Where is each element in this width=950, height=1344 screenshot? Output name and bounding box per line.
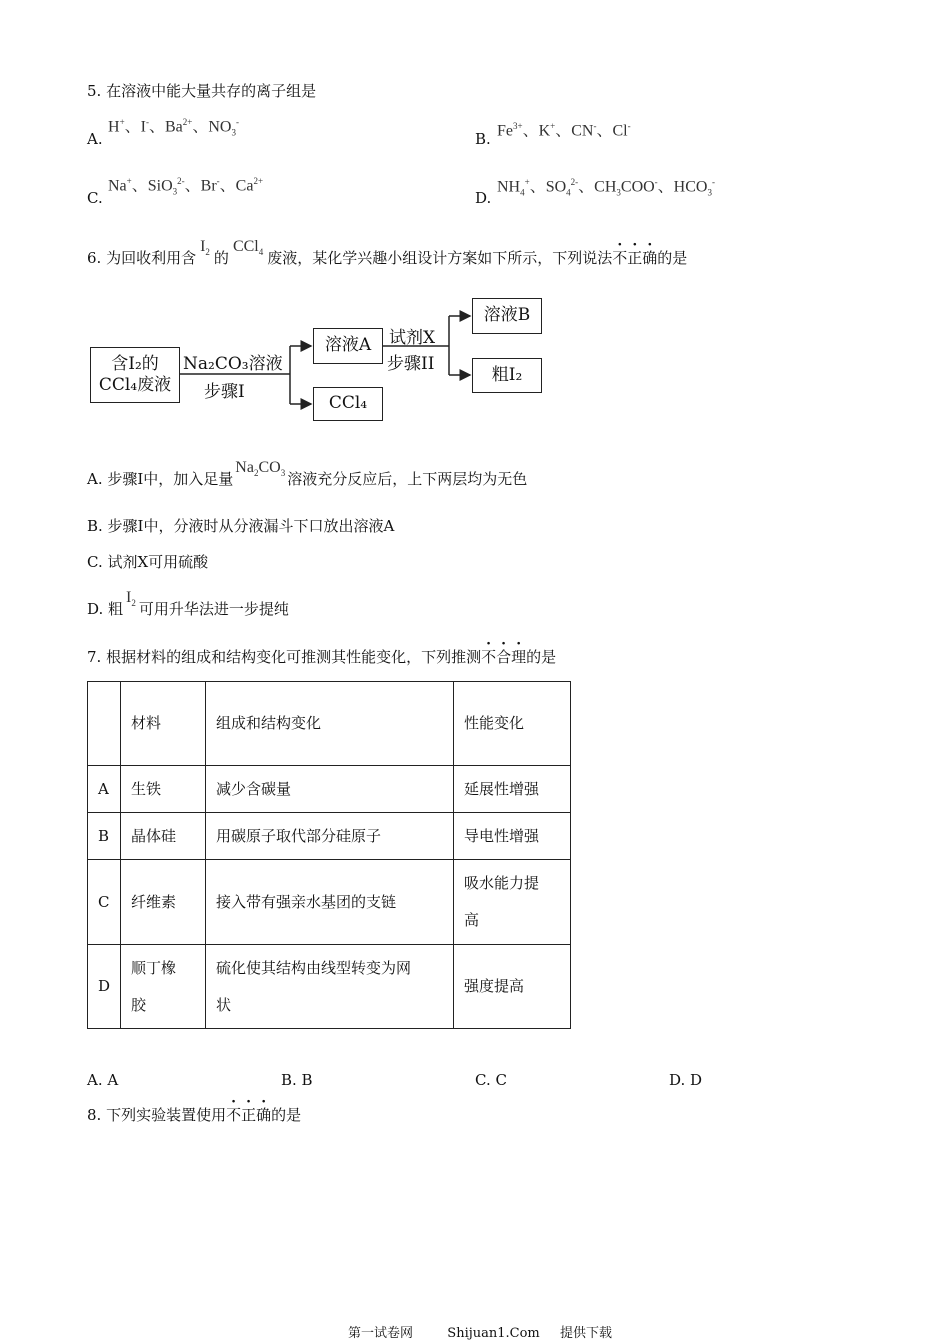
- q6-stem-i2: $I_2$: [200, 238, 210, 258]
- table-cell-id: A: [88, 766, 121, 813]
- q7-option-a: A. A: [87, 1071, 119, 1089]
- table-cell-id: C: [88, 860, 121, 945]
- q6-option-d-i2: $I_2$: [126, 589, 136, 609]
- table-cell-material: 生铁: [121, 766, 206, 813]
- table-row: [88, 945, 571, 1029]
- table-cell-change: 减少含碳量: [206, 766, 454, 813]
- q5-stem: 5. 在溶液中能大量共存的离子组是: [87, 82, 317, 100]
- table-row: [88, 860, 571, 945]
- table-row: [88, 766, 571, 813]
- table-cell-change: 用碳原子取代部分硅原子: [206, 813, 454, 860]
- flow-solution-a-box: 溶液A: [313, 328, 383, 364]
- table-header-cell: 组成和结构变化: [206, 682, 454, 766]
- table-header-cell: [88, 682, 121, 766]
- table-cell-material: 纤维素: [121, 860, 206, 945]
- q5-option-a-formula: H+、I-、$Ba^{2+}$、$NO_3^-$: [108, 117, 239, 138]
- q6-option-b: B. 步骤I中，分液时从分液漏斗下口放出溶液A: [87, 517, 395, 535]
- table-row: [88, 813, 571, 860]
- q6-option-c: C. 试剂X可用硫酸: [87, 553, 209, 571]
- table-cell-change: 接入带有强亲水基团的支链: [206, 860, 454, 945]
- q5-option-c-label: C.: [87, 189, 103, 207]
- table-cell-performance: 导电性增强: [454, 813, 571, 860]
- table-header-cell: 性能变化: [454, 682, 571, 766]
- table-cell-change: 硫化使其结构由线型转变为网 状: [206, 945, 454, 1029]
- flow-step2-name: 步骤II: [387, 354, 435, 374]
- flow-ccl4-box: CCl₄: [313, 387, 383, 421]
- q6-option-a: A. 步骤I中，加入足量$Na_2CO_3$ 溶液充分反应后，上下两层均为无色: [87, 459, 528, 488]
- footer-site: 第一试卷网: [348, 1326, 414, 1341]
- q5-option-d-label: D.: [475, 189, 492, 207]
- table-cell-material: 晶体硅: [121, 813, 206, 860]
- flow-start-box: 含I₂的 CCl₄废液: [90, 347, 180, 403]
- q8-stem: 8. 下列实验装置使用不正确的是: [87, 1106, 302, 1124]
- flow-step1-name: 步骤I: [204, 382, 245, 402]
- q7-option-c: C. C: [475, 1071, 507, 1089]
- q7-table: [87, 681, 571, 1029]
- footer-url: Shijuan1.Com: [447, 1326, 540, 1341]
- q5-option-d-formula: $NH_4^+$、$SO_4^{2-}$、$CH_3COO^-$、$HCO_3^-$: [497, 177, 715, 198]
- table-cell-material: 顺丁橡 胶: [121, 945, 206, 1029]
- q6-option-a-na2co3: $Na_2CO_3$: [235, 459, 286, 479]
- table-cell-id: B: [88, 813, 121, 860]
- q6-option-d: D. 粗$I_2$ 可用升华法进一步提纯: [87, 589, 289, 618]
- footer-note: 提供下载: [560, 1326, 613, 1341]
- q5-option-b-formula: $Fe^{3+}$、K+、CN-、Cl-: [497, 121, 631, 140]
- q5-option-c-formula: Na+、SiO$_3^{2-}$、Br-、$Ca^{2+}$: [108, 176, 264, 197]
- q7-option-d: D. D: [669, 1071, 703, 1089]
- footer: [348, 1326, 612, 1342]
- q6-stem: 6. 为回收利用含$I_2$ 的CCl$_4$ 废液，某化学兴趣小组设计方案如下所示，下列说法不正确的是: [87, 238, 688, 267]
- table-cell-performance: 延展性增强: [454, 766, 571, 813]
- q6-stem-ccl4: CCl$_4$: [232, 238, 264, 258]
- flow-crude-i2-box: 粗I₂: [472, 358, 542, 393]
- flow-step2-reagent: 试剂X: [389, 328, 436, 348]
- q5-option-a-label: A.: [87, 130, 103, 148]
- table-cell-performance: 强度提高: [454, 945, 571, 1029]
- table-header-cell: 材料: [121, 682, 206, 766]
- q5-option-b-label: B.: [475, 130, 491, 148]
- flow-solution-b-box: 溶液B: [472, 298, 542, 334]
- flow-step1-reagent: Na₂CO₃溶液: [183, 354, 283, 374]
- table-cell-performance: 吸水能力提 高: [454, 860, 571, 945]
- q7-stem: 7. 根据材料的组成和结构变化可推测其性能变化，下列推测不合理的是: [87, 648, 557, 666]
- table-header-row: [88, 682, 571, 766]
- q7-option-b: B. B: [281, 1071, 313, 1089]
- table-cell-id: D: [88, 945, 121, 1029]
